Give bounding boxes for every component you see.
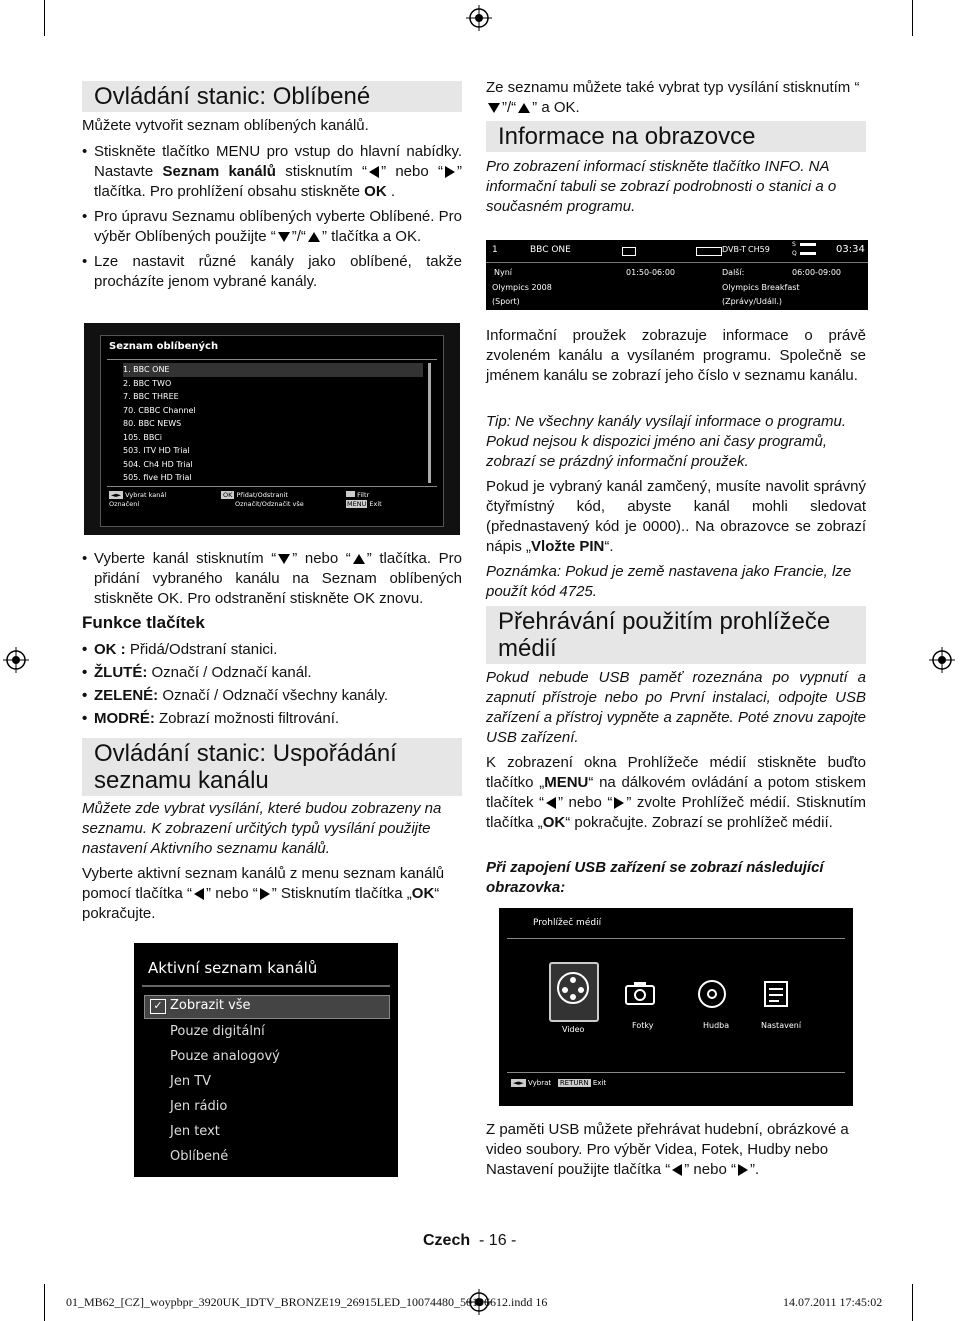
bullet-edit-favourites: • Pro úpravu Seznamu oblíbených vyberte Oblíbené. Pro výběr Oblíbených použijte “ ”/“ ” tlačítka a OK. <box>82 207 462 247</box>
screen-title: Prohlížeč médií <box>533 918 602 928</box>
next-genre: (Zprávy/Událl.) <box>722 297 782 306</box>
blue-key-icon <box>346 491 355 497</box>
tip-text: Tip: Ne všechny kanály vysílají informace o programu. Pokud nejsou k dispozici jméno ani časy programů, zobrazí se prázdný informační proužek. <box>486 413 847 470</box>
crop-mark <box>44 0 45 36</box>
active-list-item[interactable]: Pouze analogový <box>170 1049 280 1064</box>
channel-code: CH59 <box>748 245 770 254</box>
footer-help: Filtr MENU Exit <box>347 491 382 508</box>
registration-mark-icon <box>466 5 492 31</box>
sorting-intro-text: Můžete zde vybrat vysílání, které budou zobrazeny na seznamu. K zobrazení určitých typů vysílání použijte nastavení Aktivního seznamu kanálů. <box>82 800 442 857</box>
screen-divider <box>507 938 845 939</box>
bullet-select-channel: • Vyberte kanál stisknutím “ ” nebo “ ” tlačítka. Pro přidání vybraného kanálu na Seznam oblíbených stiskněte OK. Pro odstranění stiskněte OK znovu. <box>82 549 462 609</box>
crop-mark <box>912 1284 913 1321</box>
settings-icon[interactable] <box>759 978 793 1010</box>
screen-divider <box>107 359 437 360</box>
channel-list-item[interactable]: 7. BBC THREE <box>123 392 179 401</box>
bullet-list-favourites <box>82 142 462 292</box>
down-arrow-icon <box>488 103 500 113</box>
menu-key-label: MENU <box>347 500 367 508</box>
active-list-item[interactable]: Jen rádio <box>170 1099 228 1114</box>
right-arrow-icon <box>614 797 624 809</box>
next-time: 06:00-09:00 <box>792 268 841 277</box>
channel-list-item[interactable]: 504. Ch4 HD Trial <box>123 459 193 469</box>
footer-help: ◄► Vybrat RETURN Exit <box>513 1079 607 1087</box>
active-list-item[interactable]: Zobrazit vše <box>170 998 251 1013</box>
return-key-label: RETURN <box>559 1079 589 1087</box>
screen-divider <box>142 985 390 987</box>
usb-screen-caption: Při zapojení USB zařízení se zobrazí následující obrazovka: <box>486 859 824 896</box>
video-label[interactable]: Video <box>562 1025 585 1034</box>
active-list-item[interactable]: Pouze digitální <box>170 1024 265 1039</box>
next-programme: Olympics Breakfast <box>722 283 800 292</box>
section-heading-info: Informace na obrazovce <box>486 121 866 152</box>
info-intro-text: Pro zobrazení informací stiskněte tlačítko INFO. NA informační tabuli se zobrazí podrobnosti o stanici a o současném programu. <box>486 158 837 215</box>
right-arrow-icon <box>445 166 455 178</box>
up-arrow-icon <box>518 103 530 113</box>
down-arrow-icon <box>278 554 290 564</box>
print-date: 14.07.2011 17:45:02 <box>783 1295 883 1309</box>
bullet-menu: • Stiskněte tlačítko MENU pro vstup do hlavní nabídky. Nastavte Seznam kanálů stisknutím “ ” nebo “ ” tlačítka. Pro prohlížení obsahu stiskněte OK . <box>82 142 462 202</box>
ok-key-label: OK <box>223 491 233 499</box>
function-blue: • MODRÉ: Zobrazí možnosti filtrování. <box>82 709 462 729</box>
crop-mark <box>44 1284 45 1321</box>
left-arrow-icon <box>194 888 204 900</box>
media-final-text: Z paměti USB můžete přehrávat hudební, obrázkové a video soubory. Pro výběr Videa, Fotek, Hudby nebo Nastavení použijte tlačítka “ ” nebo “ ”. <box>486 1121 849 1178</box>
photo-camera-icon[interactable] <box>623 978 657 1008</box>
page-footer <box>423 1232 516 1250</box>
screen-divider <box>486 262 868 263</box>
function-ok: • OK : Přidá/Odstraní stanici. <box>82 640 462 660</box>
registration-mark-icon <box>3 647 29 673</box>
channel-list-item[interactable]: 505. five HD Trial <box>123 473 192 482</box>
heading-button-functions: Funkce tlačítek <box>82 613 205 632</box>
nav-keys-icon: ◄► <box>111 491 121 499</box>
bullet-list-select <box>82 549 462 609</box>
up-arrow-icon <box>308 232 320 242</box>
active-list-item[interactable]: Oblíbené <box>170 1149 229 1164</box>
footer-help: OK Přidat/Odstranit Označit/Odznačit vše <box>223 491 304 508</box>
active-list-item[interactable]: Jen TV <box>170 1074 212 1089</box>
signal-quality-label: Q <box>792 250 797 257</box>
crop-mark <box>912 0 913 36</box>
screen-divider <box>107 486 437 487</box>
screen-divider <box>507 1072 845 1073</box>
print-slug: 01_MB62_[CZ]_woypbpr_3920UK_IDTV_BRONZE19_26915LED_10074480_50196612.indd 16 <box>66 1295 548 1309</box>
dvb-label: DVB-T <box>722 245 747 254</box>
left-arrow-icon <box>369 166 379 178</box>
broadcast-type-text: Ze seznamu můžete také vybrat typ vysílání stisknutím “”/“ ” a OK. <box>486 79 860 116</box>
up-arrow-icon <box>353 554 365 564</box>
footer-help: ◄► Vybrat kanál Označení <box>109 491 167 508</box>
screen-title: Aktivní seznam kanálů <box>148 959 318 977</box>
sorting-instructions: Vyberte aktivní seznam kanálů z menu seznam kanálů pomocí tlačítka “ ” nebo “ ” Stisknutím tlačítka „OK“ pokračujte. <box>82 865 445 922</box>
nav-keys-icon: ◄► <box>513 1079 524 1087</box>
scrollbar[interactable] <box>428 363 431 483</box>
channel-name: BBC ONE <box>530 245 571 255</box>
channel-list-item[interactable]: 2. BBC TWO <box>123 378 172 388</box>
info-bar-description: Informační proužek zobrazuje informace o právě zvoleném kanálu a vysílaném programu. Společně se jménem kanálu se zobrazí jeho číslo v seznamu kanálu. <box>486 327 866 384</box>
music-disc-icon[interactable] <box>695 978 729 1010</box>
next-label: Další: <box>722 268 745 277</box>
left-arrow-icon <box>672 1164 682 1176</box>
bullet-set-favourites: • Lze nastavit různé kanály jako oblíbené, takže procházíte jenom vybrané kanály. <box>82 252 462 292</box>
registration-mark-icon <box>929 647 955 673</box>
pin-text: Pokud je vybraný kanál zamčený, musíte navolit správný čtyřmístný kód, abyste kanál mohli sledovat (přednastavený kód je 0000).. Na obrazovce se zobrazí nápis „Vložte PIN“. <box>486 478 866 555</box>
photos-label[interactable]: Fotky <box>632 1021 654 1030</box>
right-arrow-icon <box>738 1164 748 1176</box>
channel-list-item[interactable]: 503. ITV HD Trial <box>123 446 190 455</box>
signal-icon <box>696 247 722 256</box>
function-yellow: • ŽLUTÉ: Označí / Odznačí kanál. <box>82 663 462 683</box>
now-programme: Olympics 2008 <box>492 283 552 292</box>
button-functions-list <box>82 640 462 732</box>
signal-strength-label: S <box>792 241 796 248</box>
active-list-item[interactable]: Jen text <box>170 1124 220 1139</box>
media-browser-screen <box>499 908 853 1106</box>
signal-bar <box>800 243 816 246</box>
settings-label[interactable]: Nastavení <box>761 1021 802 1030</box>
clock: 03:34 <box>836 244 865 255</box>
info-bar-screen <box>486 240 868 310</box>
media-browser-instructions: K zobrazení okna Prohlížeče médií stiskněte buďto tlačítko „MENU“ na dálkovém ovládání a potom stiskem tlačítek “ ” nebo “ ” zvolte Prohlížeč médií. Stisknutím tlačítka „OK“ pokračujte. Zobrazí se prohlížeč médií. <box>486 754 866 831</box>
down-arrow-icon <box>278 232 290 242</box>
section-heading-sorting: Ovládání stanic: Uspořádání seznamu kanálu <box>82 738 462 796</box>
now-genre: (Sport) <box>492 297 520 306</box>
intro-text: Můžete vytvořit seznam oblíbených kanálů. <box>82 117 369 134</box>
left-arrow-icon <box>546 797 556 809</box>
music-label[interactable]: Hudba <box>703 1021 730 1030</box>
language-label: Czech <box>423 1232 471 1249</box>
page-number: - 16 - <box>479 1232 517 1249</box>
media-usb-note: Pokud nebude USB paměť rozeznána po vypnutí a zapnutí přístroje nebo po První instalaci, odpojte USB zařízení a přístroj vypněte a zapněte. Poté znovu zapojte USB zařízení. <box>486 669 866 746</box>
channel-list-item[interactable]: 105. BBCi <box>123 432 162 442</box>
section-heading-favourites: Ovládání stanic: Oblíbené <box>82 81 462 112</box>
right-arrow-icon <box>260 888 270 900</box>
note-text: Poznámka: Pokud je země nastavena jako Francie, lze použít kód 4725. <box>486 563 852 600</box>
function-green: • ZELENÉ: Označí / Odznačí všechny kanály. <box>82 686 462 706</box>
active-channel-list-screen <box>134 943 398 1177</box>
favourites-screen <box>100 335 444 527</box>
channel-list-item[interactable]: 80. BBC NEWS <box>123 419 182 428</box>
quality-bar <box>800 252 816 255</box>
section-heading-media-browser: Přehrávání použitím prohlížeče médií <box>486 606 866 664</box>
checkbox-icon[interactable]: ✓ <box>150 999 166 1014</box>
channel-list-item[interactable]: 1. BBC ONE <box>123 363 423 377</box>
video-reel-icon[interactable] <box>555 970 591 1006</box>
channel-number: 1 <box>492 245 498 255</box>
channel-list-item[interactable]: 70. CBBC Channel <box>123 405 196 415</box>
now-time: 01:50-06:00 <box>626 268 675 277</box>
now-label: Nyní <box>494 268 513 277</box>
subtitle-icon <box>622 247 636 256</box>
screen-title: Seznam oblíbených <box>109 341 219 352</box>
favourites-screen-frame <box>84 323 460 535</box>
channel-list <box>123 363 423 485</box>
